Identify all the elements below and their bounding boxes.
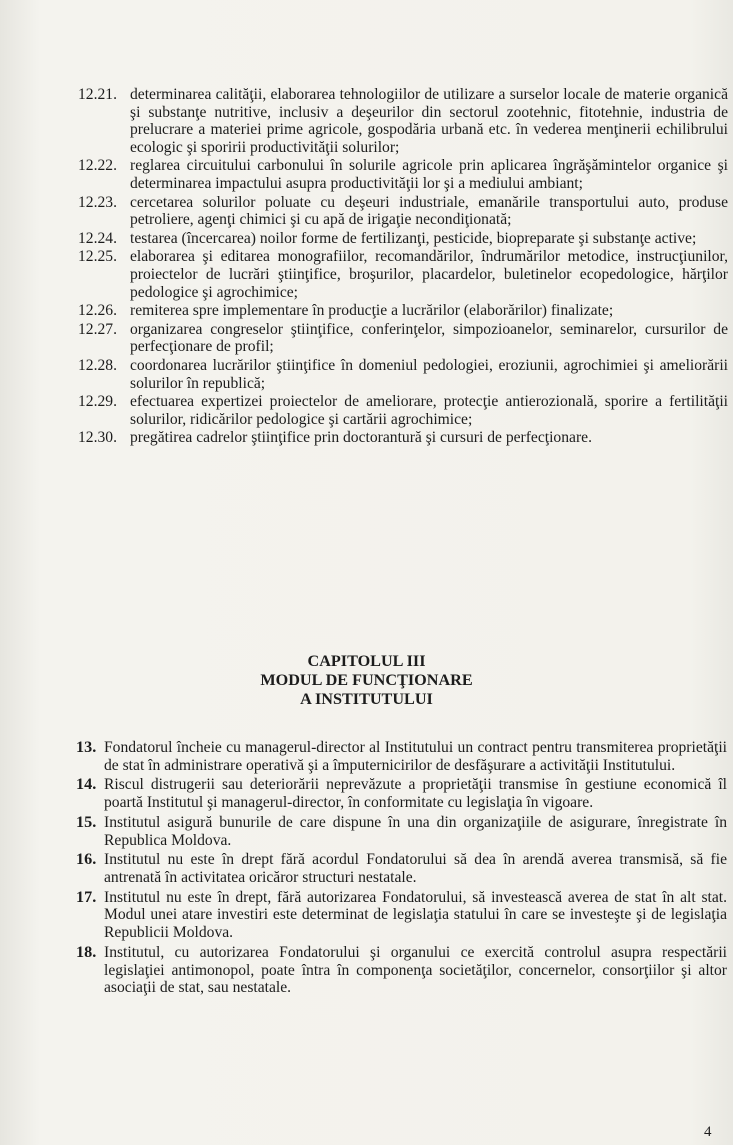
page-number: 4 [704,1124,712,1140]
item-number: 12.21. [78,86,117,103]
item-text: cercetarea solurilor poluate cu deşeuri industriale, emanările transportului auto, produse petroliere, agenţi chimici şi cu apă de irigaţie necondiţionată; [130,193,728,229]
item-number: 12.27. [78,320,117,338]
list-item [78,321,728,356]
article-item [76,776,727,812]
article-text: Fondatorul încheie cu managerul-director al Institutului un contract pentru transmiterea proprietăţii de stat în administrare operativă şi a împuternicirilor de desfăşurare a activităţii Institutului. [104,739,727,774]
chapter-number: CAPITOLUL III [307,652,426,670]
item-text: reglarea circuitului carbonului în solurile agricole prin aplicarea îngrăşămintelor organice şi determinarea impactului asupra productivităţii lor şi a mediului ambiant; [130,157,728,192]
article-number: 18. [76,942,97,961]
item-text: pregătirea cadrelor ştiinţifice prin doctorantură şi cursuri de perfecţionare. [130,429,592,447]
article-number: 16. [76,850,97,869]
item-number: 12.22. [78,157,117,175]
chapter-title: MODUL DE FUNCŢIONARE [260,671,473,689]
article-text: Institutul nu este în drept fără acordul Fondatorului să dea în arendă averea transmisă, să fie antrenată în activitatea oricăror structuri nestatale. [104,851,727,886]
item-number: 12.30. [78,429,117,447]
article-list [76,739,727,999]
article-number: 13. [76,738,97,756]
article-text: Institutul, cu autorizarea Fondatorului şi organului ce exercită controlul asupra respectării legislaţiei antimonopol, poate întra în componenţa societăţilor, concernelor, consorţiilor şi altor asociaţii de stat, sau nestatale. [104,943,727,997]
subitem-list [78,86,728,448]
article-number: 15. [76,812,97,831]
article-item [76,889,727,942]
article-text: Institutul nu este în drept, fără autorizarea Fondatorului, să investească averea de stat în alt stat. Modul unei atare investiri este determinat de legislaţia statului în care se investeşte şi de legislaţia Republicii Moldova. [104,888,727,942]
item-number: 12.28. [78,356,117,374]
chapter-heading [0,652,733,709]
list-item [78,194,728,229]
item-text: determinarea calităţii, elaborarea tehnologiilor de utilizare a surselor locale de materie organică şi substanţe nutritive, inclusiv a deşeurilor din sectorul zootehnic, fitotehnie, industria de prelucrare a materiei prime agricole, gospodăria urbană etc. în vederea menţinerii echilibrului ecologic şi sporirii productivităţii solurilor; [130,86,728,156]
item-text: testarea (încercarea) noilor forme de fertilizanţi, pesticide, biopreparate şi substanţe active; [130,229,697,247]
article-number: 17. [76,887,97,906]
item-number: 12.24. [78,229,117,247]
item-number: 12.26. [78,302,117,320]
article-item [76,739,727,775]
item-text: coordonarea lucrărilor ştiinţifice în domeniul pedologiei, eroziunii, agrochimiei şi ameliorării solurilor în republică; [130,356,728,392]
list-item [78,357,728,392]
item-number: 12.29. [78,393,117,411]
chapter-subtitle: A INSTITUTULUI [300,690,433,708]
item-text: efectuarea expertizei proiectelor de ameliorare, protecţie antierozională, sporire a fertilităţii solurilor, ridicărilor pedologice şi cartării agrochimice; [130,393,728,428]
list-item [78,230,728,248]
list-item [78,393,728,428]
article-item [76,814,727,850]
article-item [76,944,727,997]
item-text: organizarea congreselor ştiinţifice, conferinţelor, simpozioanelor, seminarelor, cursurilor de perfecţionare de profil; [130,320,728,356]
item-text: elaborarea şi editarea monografiilor, recomandărilor, îndrumărilor metodice, instrucţiunilor, proiectelor de lucrări ştiinţifice, broşurilor, placardelor, buletinelor ecopedologice, hărţilor pedologice şi agrochimice; [130,248,728,301]
item-text: remiterea spre implementare în producţie a lucrărilor (elaborărilor) finalizate; [130,302,614,320]
article-number: 14. [76,775,97,794]
list-item [78,429,728,447]
article-item [76,851,727,887]
article-text: Institutul asigură bunurile de care dispune în una din organizaţiile de asigurare, înregistrate în Republica Moldova. [104,813,727,849]
list-item [78,157,728,192]
article-text: Riscul distrugerii sau deteriorării neprevăzute a proprietăţii transmise în gestiune economică îl poartă Institutul şi managerul-director, în conformitate cu legislaţia în vigoare. [104,776,727,812]
item-number: 12.25. [78,248,117,266]
item-number: 12.23. [78,193,117,211]
list-item [78,302,728,320]
list-item [78,86,728,156]
list-item [78,248,728,301]
